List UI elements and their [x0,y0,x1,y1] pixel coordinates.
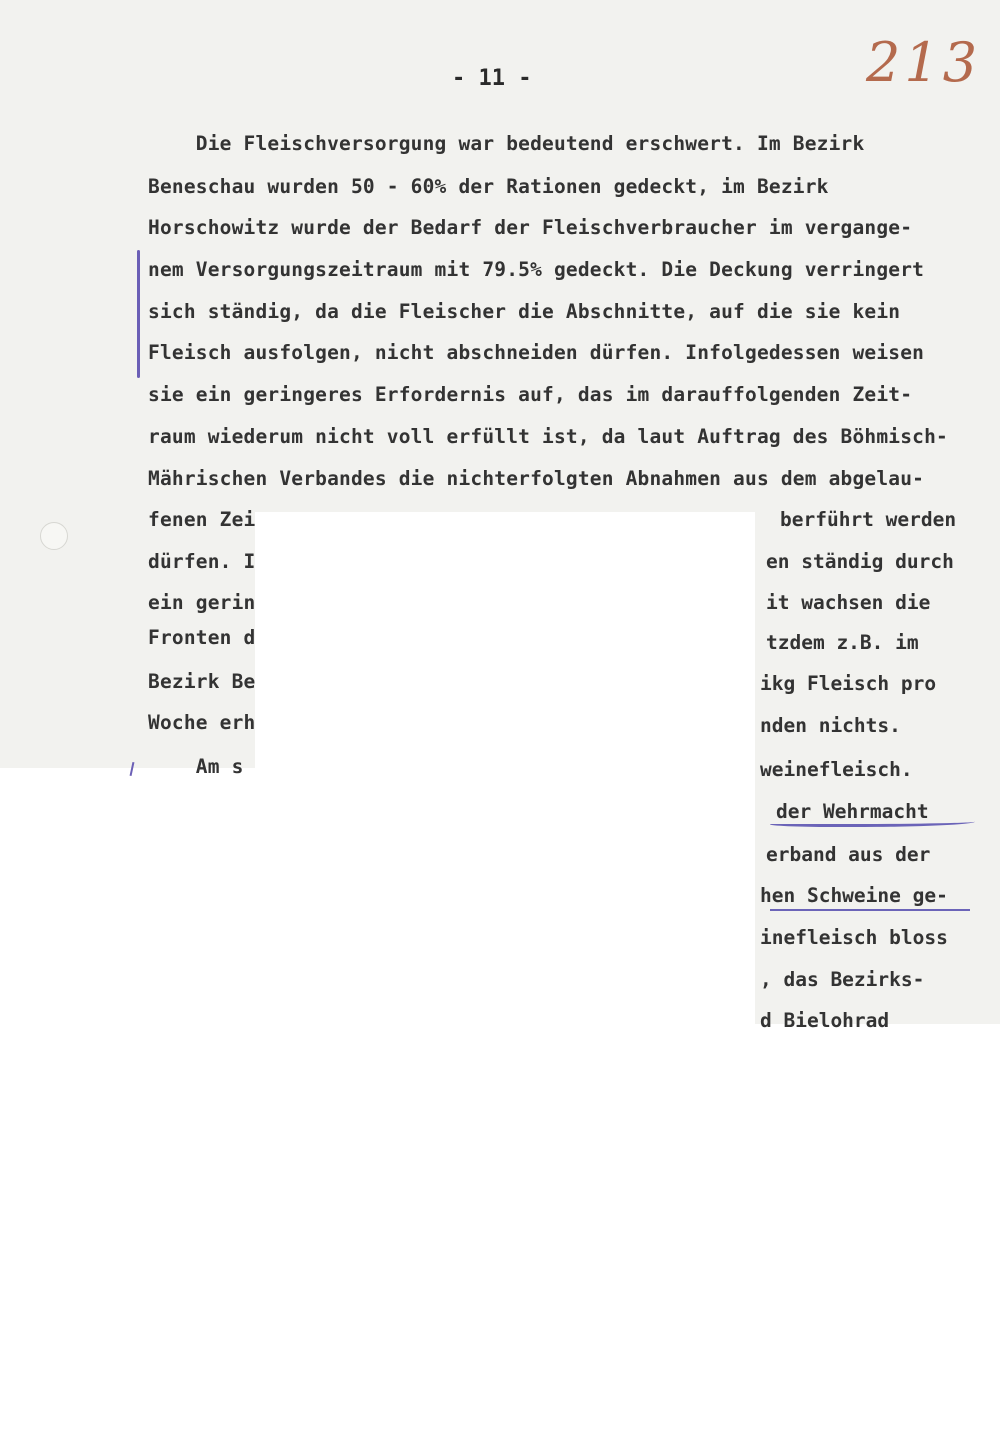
page-number: - 11 - [452,66,532,91]
text-fragment: en ständig durch [766,550,954,573]
handwritten-folio-number: 213 [866,31,982,94]
punch-hole [40,522,68,550]
text-line: Die Fleischversorgung war bedeutend erschwert. Im Bezirk [148,132,865,155]
text-fragment: weinefleisch. [760,758,913,781]
text-line: Am s [148,755,244,778]
margin-annotation-bar [137,250,140,378]
text-line: ein gerin [148,591,256,614]
text-fragment: inefleisch bloss [760,926,948,949]
text-fragment: ikg Fleisch pro [760,672,937,695]
text-line: Mährischen Verbandes die nichterfolgten Abnahmen aus dem abgelau- [148,467,925,490]
text-fragment: , das Bezirks- [760,968,925,991]
text-line: dürfen. I [148,550,256,573]
text-line: Fronten d [148,626,256,649]
text-line: Woche erh [148,711,256,734]
text-line: sie ein geringeres Erfordernis auf, das im darauffolgenden Zeit- [148,383,913,406]
text-line: Fleisch ausfolgen, nicht abschneiden dürfen. Infolgedessen weisen [148,341,925,364]
text-line: Bezirk Be [148,670,256,693]
text-line: Horschowitz wurde der Bedarf der Fleischverbraucher im vergange- [148,216,913,239]
text-fragment: d Bielohrad [760,1009,890,1032]
text-fragment: tzdem z.B. im [766,631,919,654]
text-fragment: hen Schweine ge- [760,884,948,907]
text-fragment: erband aus der [766,843,931,866]
text-line: fenen Zei [148,508,256,531]
text-fragment: berführt werden [780,508,957,531]
text-fragment: it wachsen die [766,591,931,614]
text-fragment: nden nichts. [760,714,901,737]
text-fragment: der Wehrmacht [776,800,929,823]
handwritten-underline [770,905,970,911]
redaction-block [255,512,755,772]
text-line: nem Versorgungszeitraum mit 79.5% gedeckt. Die Deckung verringert [148,258,925,281]
text-line: sich ständig, da die Fleischer die Abschnitte, auf die sie kein [148,300,901,323]
text-line: Beneschau wurden 50 - 60% der Rationen gedeckt, im Bezirk [148,175,829,198]
text-line: raum wiederum nicht voll erfüllt ist, da laut Auftrag des Böhmisch- [148,425,948,448]
